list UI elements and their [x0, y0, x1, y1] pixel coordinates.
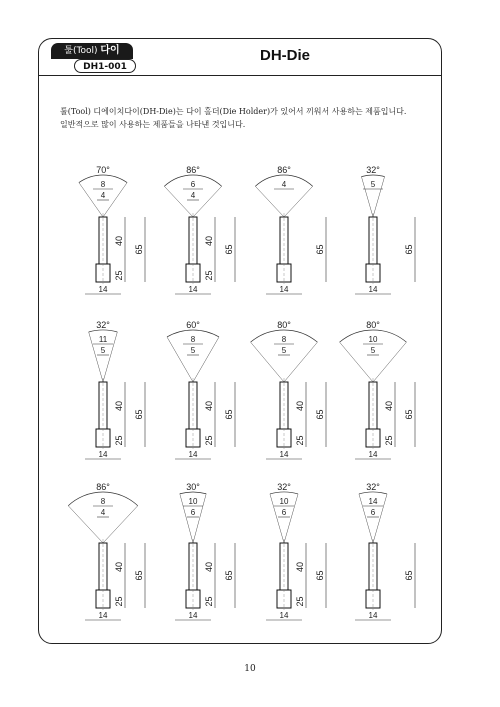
angle-arc [361, 175, 384, 177]
angle-line [190, 186, 222, 217]
top-dim-label: 4 [190, 191, 196, 200]
upper-dim-label: 40 [295, 561, 305, 573]
angle-label: 32° [366, 482, 380, 492]
description-line-2: 일반적으로 많이 사용하는 제품들을 나타낸 것입니다. [60, 120, 246, 129]
page-title: DH-Die [259, 47, 310, 64]
top-dim-label: 8 [281, 335, 287, 344]
height-dim-label: 65 [404, 570, 414, 581]
die-drawing [85, 320, 145, 459]
width-dim-label: 14 [188, 611, 198, 620]
width-dim-label: 14 [368, 285, 378, 294]
angle-arc [180, 492, 206, 494]
angle-label: 32° [96, 320, 110, 330]
category-big-label: 다이 [100, 45, 120, 56]
die-drawing [164, 165, 235, 294]
die-drawing [175, 482, 235, 620]
width-dim-label: 14 [279, 285, 289, 294]
angle-line [370, 342, 406, 382]
angle-line [255, 186, 284, 217]
lower-dim-label: 25 [204, 435, 214, 446]
height-dim-label: 65 [224, 570, 234, 581]
top-dim-label: 6 [281, 508, 287, 517]
upper-dim-label: 40 [384, 400, 394, 412]
angle-line [281, 342, 317, 382]
top-dim-label: 5 [190, 346, 196, 355]
top-dim-label: 4 [281, 180, 287, 189]
top-dim-label: 4 [100, 191, 106, 200]
top-dim-label: 8 [100, 180, 106, 189]
upper-dim-label: 40 [114, 561, 124, 573]
height-dim-label: 65 [315, 409, 325, 420]
lower-dim-label: 25 [114, 596, 124, 607]
die-drawing [340, 320, 415, 459]
angle-label: 80° [277, 320, 291, 330]
angle-label: 86° [277, 165, 291, 175]
angle-label: 32° [277, 482, 291, 492]
lower-dim-label: 25 [384, 435, 394, 446]
top-dim-label: 11 [98, 335, 108, 344]
description-line-1: 툴(Tool) 디에이치다이(DH-Die)는 다이 홀더(Die Holder)가 있어서 끼워서 사용하는 제품입니다. [60, 107, 407, 116]
category-small-label: 툴(Tool) [64, 46, 98, 56]
top-dim-label: 5 [370, 346, 376, 355]
die-drawing [68, 482, 145, 620]
height-dim-label: 65 [134, 244, 144, 255]
height-dim-label: 65 [134, 570, 144, 581]
width-dim-label: 14 [368, 450, 378, 459]
upper-dim-label: 40 [204, 561, 214, 573]
angle-line [164, 186, 193, 217]
page-number: 10 [244, 664, 256, 674]
width-dim-label: 14 [279, 450, 289, 459]
top-dim-label: 4 [100, 508, 106, 517]
angle-line [284, 186, 313, 217]
top-dim-label: 5 [100, 346, 106, 355]
angle-label: 60° [186, 320, 200, 330]
angle-label: 70° [96, 165, 110, 175]
height-dim-label: 65 [315, 244, 325, 255]
angle-label: 80° [366, 320, 380, 330]
height-dim-label: 65 [224, 409, 234, 420]
angle-label: 86° [186, 165, 200, 175]
height-dim-label: 65 [404, 409, 414, 420]
top-dim-label: 6 [190, 508, 196, 517]
top-dim-label: 10 [368, 335, 378, 344]
top-dim-label: 5 [370, 180, 376, 189]
die-drawing [167, 320, 235, 459]
top-dim-label: 10 [188, 497, 198, 506]
angle-arc [359, 492, 387, 494]
angle-arc [89, 330, 118, 332]
top-dim-label: 6 [190, 180, 196, 189]
lower-dim-label: 25 [114, 270, 124, 281]
die-drawing [355, 165, 415, 294]
angle-arc [270, 492, 298, 494]
angle-line [251, 342, 284, 382]
product-code-badge: DH1-001 [74, 59, 136, 73]
angle-label: 30° [186, 482, 200, 492]
top-dim-label: 8 [100, 497, 106, 506]
width-dim-label: 14 [188, 450, 198, 459]
top-dim-label: 14 [368, 497, 378, 506]
upper-dim-label: 40 [114, 400, 124, 412]
lower-dim-label: 25 [295, 435, 305, 446]
die-drawing [255, 165, 326, 294]
height-dim-label: 65 [134, 409, 144, 420]
width-dim-label: 14 [98, 450, 108, 459]
lower-dim-label: 25 [114, 435, 124, 446]
height-dim-label: 65 [315, 570, 325, 581]
top-dim-label: 6 [370, 508, 376, 517]
angle-line [100, 506, 138, 543]
upper-dim-label: 40 [204, 235, 214, 247]
die-drawing [266, 482, 326, 620]
angle-label: 86° [96, 482, 110, 492]
angle-label: 32° [366, 165, 380, 175]
die-drawing [251, 320, 326, 459]
width-dim-label: 14 [368, 611, 378, 620]
angle-line [340, 342, 373, 382]
upper-dim-label: 40 [114, 235, 124, 247]
angle-line [68, 506, 103, 543]
die-drawing [355, 482, 415, 620]
top-dim-label: 8 [190, 335, 196, 344]
height-dim-label: 65 [224, 244, 234, 255]
height-dim-label: 65 [404, 244, 414, 255]
lower-dim-label: 25 [295, 596, 305, 607]
lower-dim-label: 25 [204, 596, 214, 607]
top-dim-label: 5 [281, 346, 287, 355]
width-dim-label: 14 [98, 285, 108, 294]
upper-dim-label: 40 [204, 400, 214, 412]
die-drawing [79, 165, 145, 294]
width-dim-label: 14 [188, 285, 198, 294]
width-dim-label: 14 [98, 611, 108, 620]
upper-dim-label: 40 [295, 400, 305, 412]
width-dim-label: 14 [279, 611, 289, 620]
top-dim-label: 10 [279, 497, 289, 506]
lower-dim-label: 25 [204, 270, 214, 281]
